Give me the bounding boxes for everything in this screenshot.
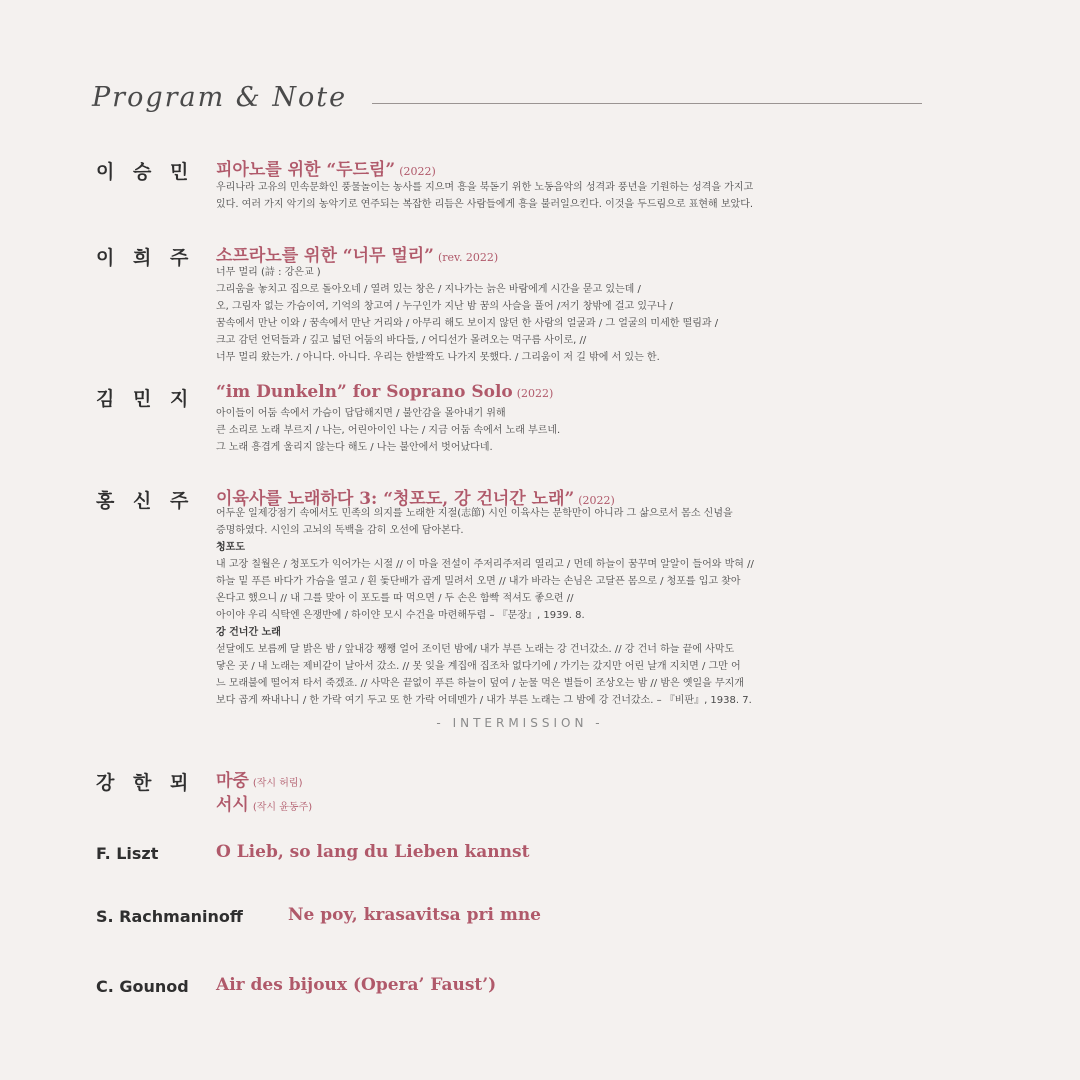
work-title: Air des bijoux (Opera’ Faust’) — [216, 975, 497, 995]
note-line: 아이들이 어둠 속에서 가슴이 답답해지면 / 불안감을 몰아내기 위해 — [216, 408, 506, 419]
program-note — [216, 405, 966, 456]
intermission-label: - INTERMISSION - — [436, 716, 604, 730]
work-title: Ne poy, krasavitsa pri mne — [288, 905, 541, 925]
note-line: 그 노래 흥겹게 울리지 않는다 해도 / 나는 불안에서 벗어났다네. — [216, 442, 493, 453]
header-divider — [372, 103, 922, 104]
work-title-text: 소프라노를 위한 “너무 멀리” — [216, 246, 434, 266]
work-title — [216, 766, 302, 791]
work-subtitle: (작시 허림) — [252, 778, 303, 789]
composer-name: S. Rachmaninoff — [96, 907, 243, 926]
note-line: 섣달에도 보름께 달 밝은 밤 / 앞내강 쨍쨍 얼어 조이던 밤에/ 내가 부른 노래는 강 건너갔소. // 강 건너 하늘 끝에 사막도 — [216, 644, 735, 655]
note-line: 하늘 밑 푸른 바다가 가슴을 열고 / 흰 돛단배가 곱게 밀려서 오면 // 내가 바라는 손님은 고달픈 몸으로 / 청포를 입고 찾아 — [216, 576, 741, 587]
composer-name: 이 승 민 — [96, 161, 195, 183]
program-note — [216, 264, 966, 366]
work-title — [216, 790, 312, 815]
note-line: 꿈속에서 만난 이와 / 꿈속에서 만난 거리와 / 아무리 해도 보이지 않던 한 사람의 얼굴과 / 그 얼굴의 미세한 떨림과 / — [216, 318, 719, 329]
note-line: 있다. 여러 가지 악기의 농악기로 연주되는 복잡한 리듬은 사람들에게 흥을 불러일으킨다. 이것을 두드림으로 표현해 보았다. — [216, 199, 754, 210]
note-subheading: 강 건너간 노래 — [216, 627, 281, 638]
work-title: O Lieb, so lang du Lieben kannst — [216, 842, 530, 862]
note-line: 크고 감던 언덕들과 / 깊고 넓던 어둠의 바다들, / 어디선가 몰려오는 먹구름 사이로, // — [216, 335, 587, 346]
note-line: 어두운 일제강점기 속에서도 민족의 의지를 노래한 지절(志節) 시인 이육사는 문학만이 아니라 그 삶으로서 몸소 신념을 — [216, 508, 733, 519]
program-note — [216, 179, 966, 213]
work-title — [216, 155, 436, 180]
note-subheading: 청포도 — [216, 542, 245, 553]
note-line: 오, 그림자 없는 가슴이여, 기억의 창고여 / 누구인가 지난 밤 꿈의 사슬을 풀어 /저기 창밖에 걸고 있구나 / — [216, 301, 673, 312]
composer-name: F. Liszt — [96, 844, 159, 863]
work-subtitle: (작시 윤동주) — [252, 802, 313, 813]
note-line: 큰 소리로 노래 부르지 / 나는, 어린아이인 나는 / 지금 어둠 속에서 노래 부르네. — [216, 425, 561, 436]
composer-name: 홍 신 주 — [96, 490, 195, 512]
note-line: 닿은 곳 / 내 노래는 제비같이 날아서 갔소. // 못 잊을 계집애 집조차 없다기에 / 가기는 갔지만 어린 날개 지치면 / 그만 어 — [216, 661, 741, 672]
note-line: 느 모래불에 떨어져 타서 죽겠죠. // 사막은 끝없이 푸른 하늘이 덮여 / 눈물 먹은 별들이 조상오는 밤 // 밤은 옛일을 무지개 — [216, 678, 744, 689]
composer-name: 강 한 뫼 — [96, 772, 195, 794]
composer-name: 이 희 주 — [96, 247, 195, 269]
work-title-text: “im Dunkeln” for Soprano Solo — [216, 382, 513, 402]
work-title — [216, 382, 553, 402]
work-year: (2022) — [516, 387, 554, 400]
note-line: 증명하였다. 시인의 고뇌의 독백을 감히 오선에 담아본다. — [216, 525, 464, 536]
note-line: 내 고장 칠월은 / 청포도가 익어가는 시절 // 이 마을 전설이 주저리주저리 열리고 / 먼데 하늘이 꿈꾸며 알알이 들어와 박혀 // — [216, 559, 754, 570]
note-line: 온다고 했으니 // 내 그를 맞아 이 포도를 따 먹으면 / 두 손은 함빡 적셔도 좋으련 // — [216, 593, 574, 604]
work-title-text: 마중 — [216, 771, 249, 791]
program-note — [216, 505, 966, 709]
composer-name: C. Gounod — [96, 977, 189, 996]
composer-name: 김 민 지 — [96, 388, 195, 410]
work-title-text: 이육사를 노래하다 3: “청포도, 강 건너간 노래” — [216, 489, 575, 509]
note-line: 보다 곱게 짜내나니 / 한 가락 여기 두고 또 한 가락 어데멘가 / 내가 부른 노래는 그 밤에 강 건너갔소. – 『비판』, 1938. 7. — [216, 695, 752, 706]
note-line: 우리나라 고유의 민속문화인 풍물놀이는 농사를 지으며 흥을 북돋기 위한 노동음악의 성격과 풍년을 기원하는 성격을 가지고 — [216, 182, 754, 193]
work-year: (rev. 2022) — [437, 251, 499, 264]
note-line: 너무 멀리 (詩 : 강은교 ) — [216, 267, 321, 278]
work-title — [216, 241, 498, 266]
work-title-text: 서시 — [216, 795, 249, 815]
header-title: Program & Note — [92, 82, 348, 113]
note-line: 아이야 우리 식탁엔 은쟁반에 / 하이얀 모시 수건을 마련해두렴 – 『문장』, 1939. 8. — [216, 610, 585, 621]
note-line: 너무 멀리 왔는가. / 아니다. 아니다. 우리는 한발짝도 나가지 못했다. / 그리움이 저 길 밖에 서 있는 한. — [216, 352, 660, 363]
program-header — [92, 82, 922, 122]
work-year: (2022) — [399, 165, 436, 178]
work-year: (2022) — [578, 494, 615, 507]
note-line: 그리움을 놓치고 집으로 돌아오네 / 열려 있는 창은 / 지나가는 늙은 바람에게 시간을 묻고 있는데 / — [216, 284, 641, 295]
work-title-text: 피아노를 위한 “두드림” — [216, 160, 396, 180]
